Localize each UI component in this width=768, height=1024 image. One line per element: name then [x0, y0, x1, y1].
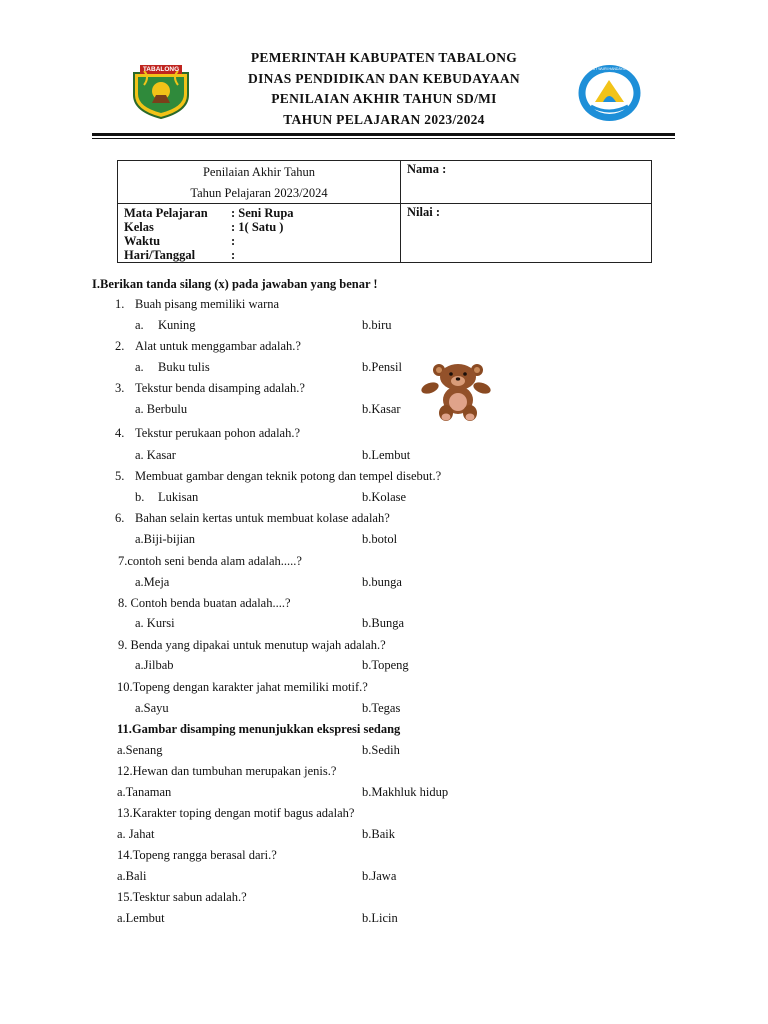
question-6-option-a: a.Biji-bijian: [135, 532, 196, 546]
question-8-text: 8. Contoh benda buatan adalah....?: [118, 596, 291, 610]
question-4-option-b: b.Lembut: [362, 448, 411, 462]
question-5-text: Membuat gambar dengan teknik potong dan tempel disebut.?: [135, 469, 442, 483]
question-1-option-a: Kuning: [158, 318, 196, 332]
question-7-option-b: b.bunga: [362, 575, 402, 589]
question-9-option-b: b.Topeng: [362, 658, 409, 672]
question-6-option-b: b.botol: [362, 532, 398, 546]
teddy-bear-illustration: [420, 362, 492, 422]
question-2-option-b: b.Pensil: [362, 360, 402, 374]
question-3-option-a: a. Berbulu: [135, 402, 188, 416]
question-5-number: 5.: [115, 469, 125, 483]
question-8-option-b: b.Bunga: [362, 616, 405, 630]
hari-label: Hari/Tanggal: [124, 248, 196, 262]
question-15-option-b: b.Licin: [362, 911, 398, 925]
header-line-1: PEMERINTAH KABUPATEN TABALONG: [250, 50, 518, 65]
question-13-option-b: b.Baik: [362, 827, 395, 841]
question-14-option-b: b.Jawa: [362, 869, 397, 883]
instruction-text: I.Berikan tanda silang (x) pada jawaban yang benar !: [92, 277, 378, 291]
subject-details-cell: [118, 204, 401, 263]
question-12-option-b: b.Makhluk hidup: [362, 785, 449, 799]
question-10-text: 10.Topeng dengan karakter jahat memiliki motif.?: [117, 680, 368, 694]
question-9-text: 9. Benda yang dipakai untuk menutup wajah adalah.?: [118, 638, 386, 652]
question-14-option-a: a.Bali: [117, 869, 147, 883]
question-15-option-a: a.Lembut: [117, 911, 165, 925]
question-8-option-a: a. Kursi: [135, 616, 175, 630]
question-7-text: 7.contoh seni benda alam adalah.....?: [118, 554, 302, 568]
waktu-value: :: [231, 234, 236, 248]
hari-value: :: [231, 248, 236, 262]
question-3-option-b: b.Kasar: [362, 402, 401, 416]
question-7-option-a: a.Meja: [135, 575, 170, 589]
question-11-option-a: a.Senang: [117, 743, 163, 757]
header-divider-thick: [92, 133, 675, 136]
exam-info-table: [117, 160, 652, 263]
exam-title-line-2: Tahun Pelajaran 2023/2024: [190, 186, 328, 200]
question-3-number: 3.: [115, 381, 125, 395]
question-2-option-a-prefix: a.: [135, 360, 144, 374]
question-2-text: Alat untuk menggambar adalah.?: [135, 339, 301, 353]
question-4-text: Tekstur perukaan pohon adalah.?: [135, 426, 301, 440]
question-1-text: Buah pisang memiliki warna: [135, 297, 280, 311]
question-6-number: 6.: [115, 511, 125, 525]
tut-wuri-handayani-text: TUT WURI HANDAYANI: [590, 67, 629, 71]
waktu-label: Waktu: [124, 234, 161, 248]
question-4-number: 4.: [115, 426, 125, 440]
question-1-option-a-prefix: a.: [135, 318, 144, 332]
kelas-value: : 1( Satu ): [231, 220, 284, 234]
question-1-option-b: b.biru: [362, 318, 392, 332]
kelas-label: Kelas: [124, 220, 154, 234]
exam-title-line-1: Penilaian Akhir Tahun: [202, 165, 316, 179]
question-13-option-a: a. Jahat: [117, 827, 155, 841]
nama-cell: [401, 161, 652, 204]
question-2-option-a: Buku tulis: [158, 360, 210, 374]
exam-title-cell: [118, 161, 401, 204]
nilai-cell: [401, 204, 652, 263]
question-13-text: 13.Karakter toping dengan motif bagus adalah?: [117, 806, 355, 820]
question-11-text: 11.Gambar disamping menunjukkan ekspresi sedang: [117, 722, 401, 736]
header-line-3: PENILAIAN AKHIR TAHUN SD/MI: [271, 91, 497, 106]
teddy-bear-icon: [420, 362, 492, 422]
question-5-option-b: b.Kolase: [362, 490, 407, 504]
question-5-option-a: Lukisan: [158, 490, 199, 504]
header-line-2: DINAS PENDIDIKAN DAN KEBUDAYAAN: [248, 71, 520, 86]
question-12-text: 12.Hewan dan tumbuhan merupakan jenis.?: [117, 764, 337, 778]
mapel-value: : Seni Rupa: [231, 206, 294, 220]
question-1-number: 1.: [115, 297, 125, 311]
header-line-4: TAHUN PELAJARAN 2023/2024: [283, 112, 485, 127]
question-6-text: Bahan selain kertas untuk membuat kolase adalah?: [135, 511, 390, 525]
nama-label: Nama :: [407, 162, 447, 176]
header-divider-thin: [92, 138, 675, 139]
question-11-option-b: b.Sedih: [362, 743, 400, 757]
tabalong-logo-text: TABALONG: [142, 66, 180, 73]
question-10-option-b: b.Tegas: [362, 701, 401, 715]
question-14-text: 14.Topeng rangga berasal dari.?: [117, 848, 277, 862]
question-10-option-a: a.Sayu: [135, 701, 169, 715]
mapel-label: Mata Pelajaran: [124, 206, 208, 220]
question-12-option-a: a.Tanaman: [117, 785, 172, 799]
question-5-option-a-prefix: b.: [135, 490, 145, 504]
nilai-label: Nilai :: [407, 205, 440, 219]
question-4-option-a: a. Kasar: [135, 448, 176, 462]
question-15-text: 15.Tesktur sabun adalah.?: [117, 890, 247, 904]
question-9-option-a: a.Jilbab: [135, 658, 174, 672]
question-2-number: 2.: [115, 339, 125, 353]
question-3-text: Tekstur benda disamping adalah.?: [135, 381, 305, 395]
